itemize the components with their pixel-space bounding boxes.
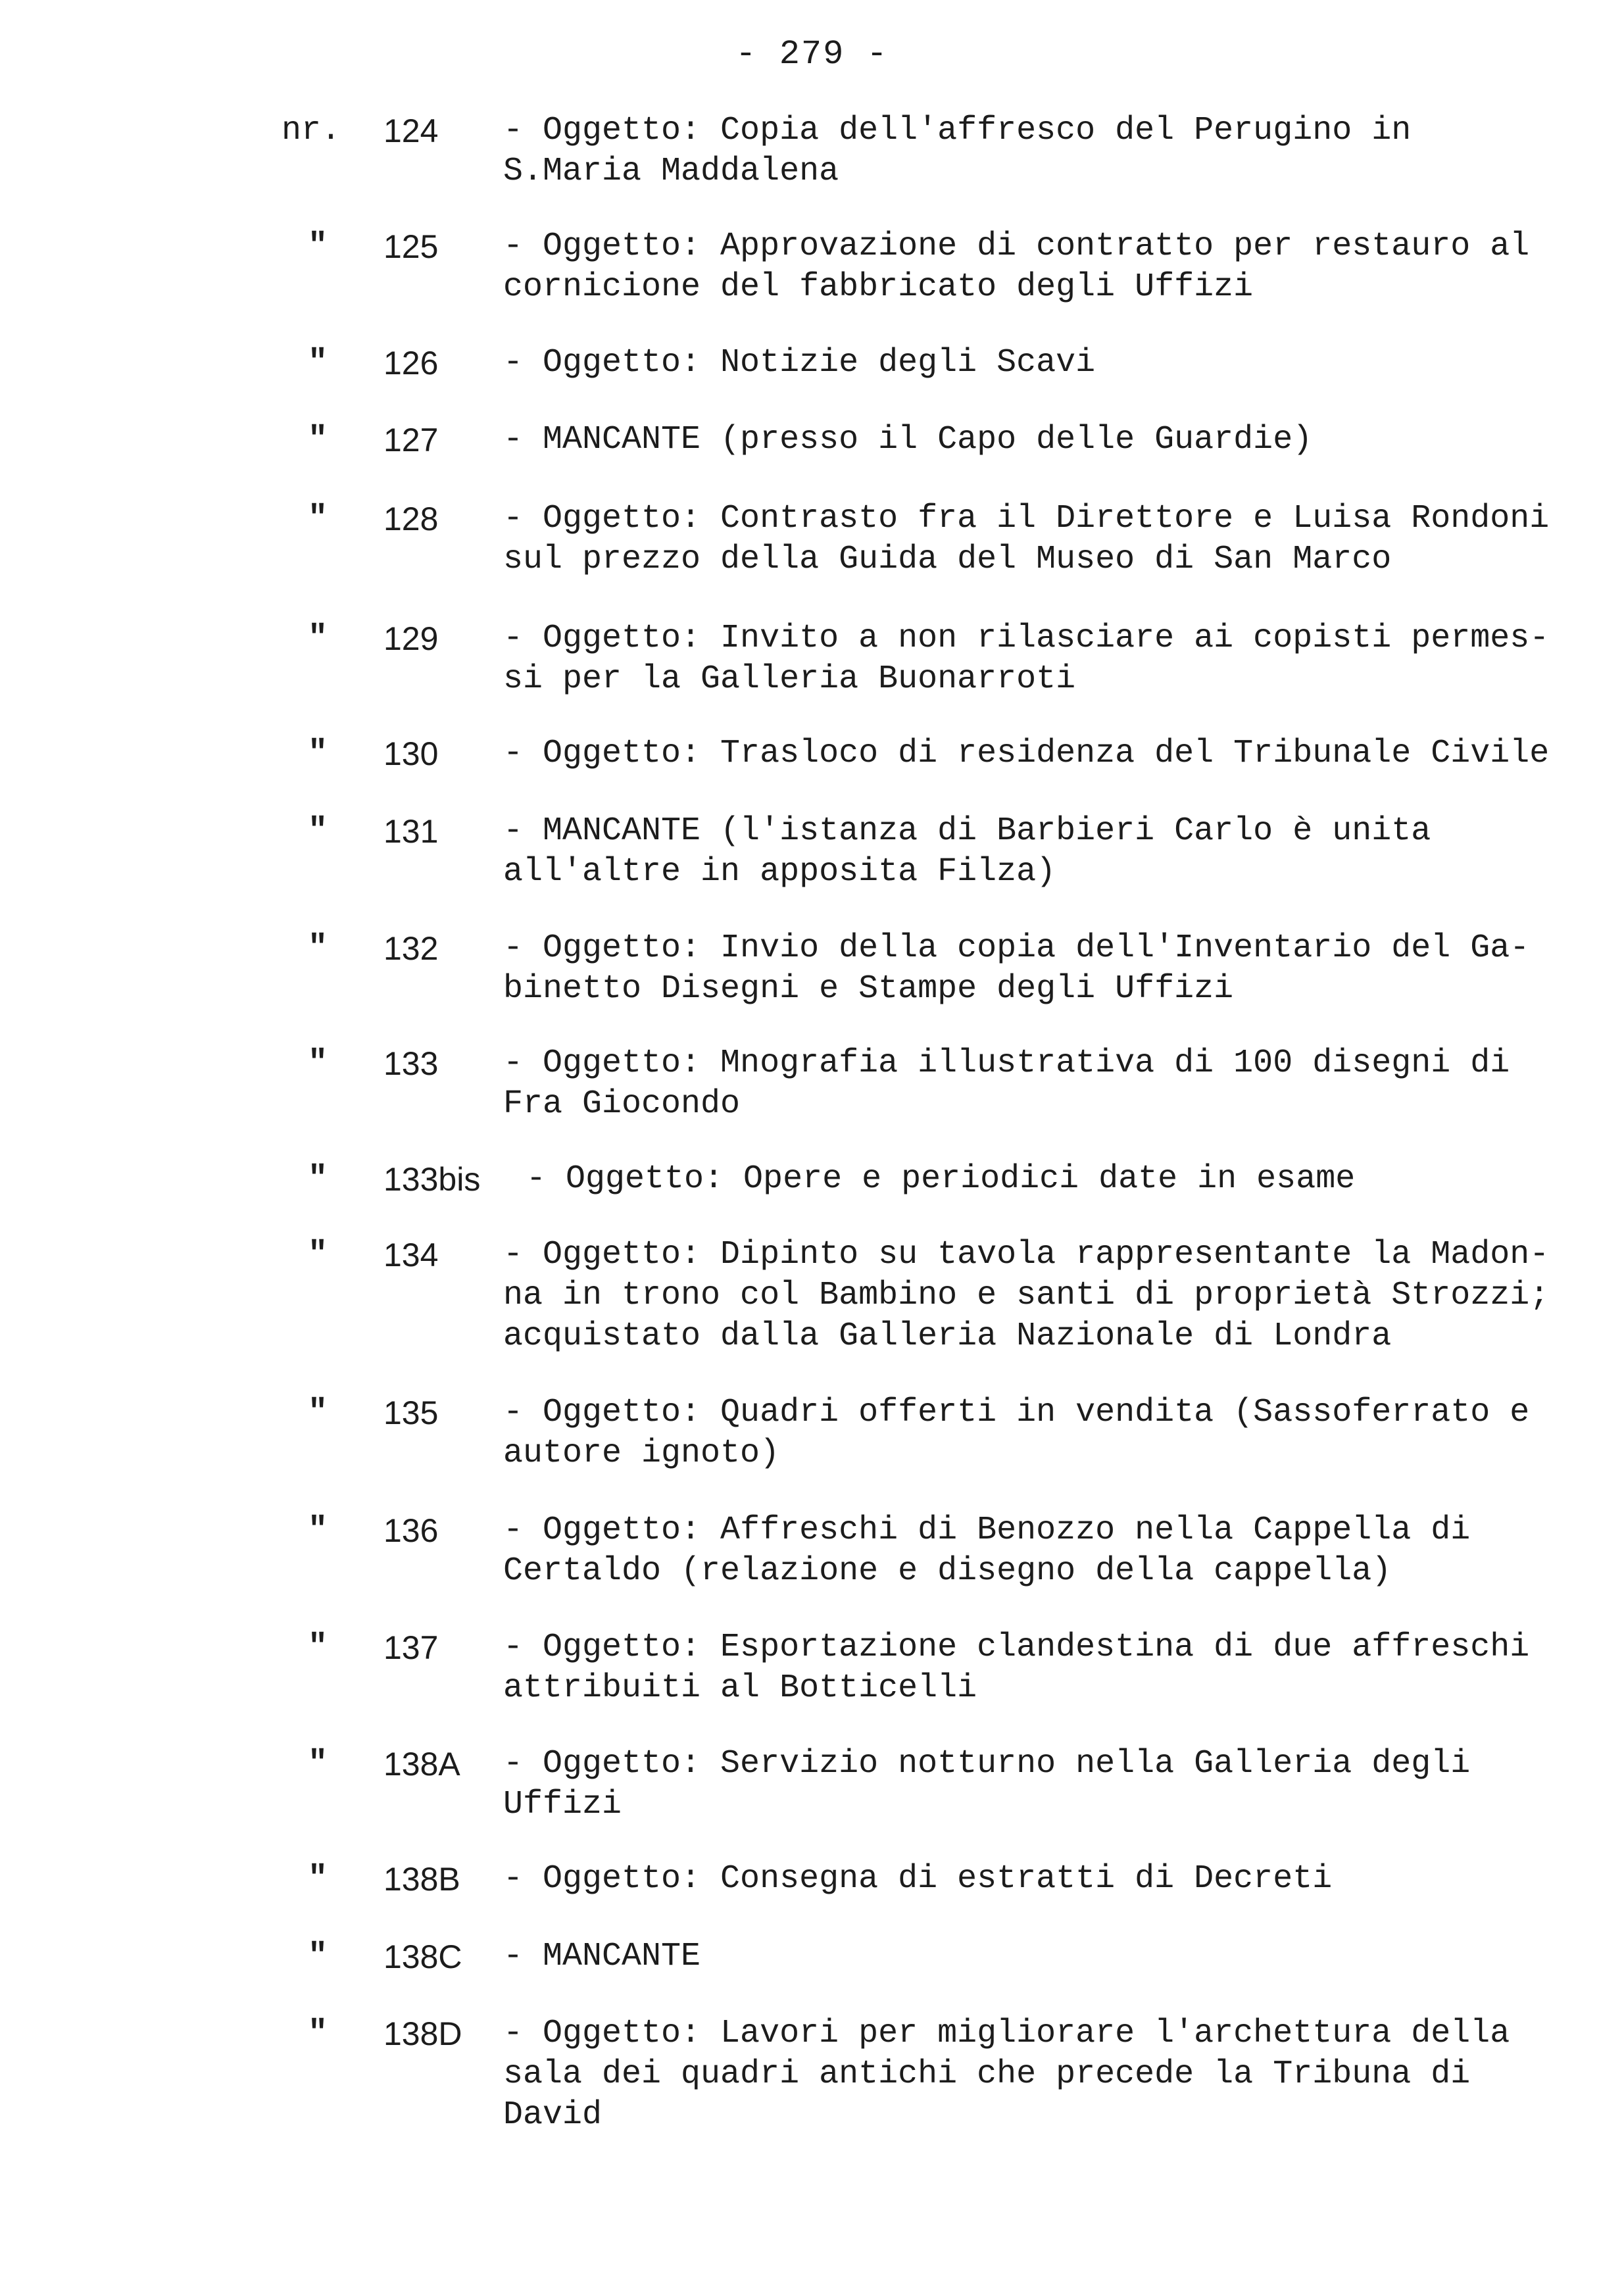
entry-number: 138D (383, 2015, 462, 2052)
ditto-mark: " (308, 1629, 328, 1666)
entry-number: 131 (383, 813, 439, 850)
entry-text: - Oggetto: Invito a non rilasciare ai copisti permes- si per la Galleria Buonarroti (503, 620, 1550, 698)
entry-number: 133 (383, 1045, 439, 1082)
entry-text: - MANCANTE (l'istanza di Barbieri Carlo è unita all'altre in apposita Filza) (503, 812, 1431, 891)
entry-text: - Oggetto: Contrasto fra il Direttore e Luisa Rondoni sul prezzo della Guida del Museo di San Marco (503, 500, 1550, 578)
entry-text: - Oggetto: Dipinto su tavola rappresentante la Madon- na in trono col Bambino e santi di proprietà Strozzi; acquistato dalla Galleria Nazionale di Londra (503, 1236, 1550, 1355)
entry-number: 136 (383, 1512, 439, 1549)
ditto-mark: " (308, 620, 328, 657)
entry-number: 124 (383, 112, 439, 149)
entry-number: 135 (383, 1394, 439, 1431)
entry-number: 133bis (383, 1161, 481, 1198)
entry-text: - MANCANTE (503, 1938, 701, 1975)
ditto-mark: " (308, 500, 328, 537)
ditto-mark: " (308, 1512, 328, 1549)
ditto-mark: " (308, 1236, 328, 1273)
ditto-mark: " (308, 421, 328, 458)
entry-text: - Oggetto: Affreschi di Benozzo nella Cappella di Certaldo (relazione e disegno della cappella) (503, 1512, 1471, 1590)
ditto-mark: " (308, 2015, 328, 2052)
entry-text: - Oggetto: Approvazione di contratto per restauro al cornicione del fabbricato degli Uffizi (503, 228, 1530, 306)
entry-number: 138B (383, 1861, 460, 1898)
entry-text: - Oggetto: Invio della copia dell'Inventario del Ga- binetto Disegni e Stampe degli Uffizi (503, 929, 1530, 1008)
entry-number: 130 (383, 735, 439, 772)
entry-prefix: nr. (282, 112, 341, 149)
entry-text: - Oggetto: Mnografia illustrativa di 100 disegni di Fra Giocondo (503, 1045, 1510, 1123)
entry-number: 129 (383, 620, 439, 657)
entry-text: - Oggetto: Copia dell'affresco del Perugino in S.Maria Maddalena (503, 112, 1412, 190)
entry-text: - Oggetto: Esportazione clandestina di due affreschi attribuiti al Botticelli (503, 1629, 1530, 1707)
entry-number: 128 (383, 501, 439, 537)
entry-text: - MANCANTE (presso il Capo delle Guardie) (503, 421, 1313, 458)
entry-number: 138A (383, 1746, 460, 1783)
entry-number: 137 (383, 1629, 439, 1666)
ditto-mark: " (308, 735, 328, 772)
entry-text: - Oggetto: Opere e periodici date in esame (526, 1160, 1356, 1198)
entry-number: 132 (383, 930, 439, 967)
ditto-mark: " (308, 228, 328, 265)
entry-number: 138C (383, 1938, 462, 1975)
entry-number: 127 (383, 422, 439, 458)
page-number: - 279 - (735, 35, 889, 74)
entry-text: - Oggetto: Trasloco di residenza del Tribunale Civile (503, 735, 1550, 772)
ditto-mark: " (308, 1394, 328, 1431)
ditto-mark: " (308, 929, 328, 967)
ditto-mark: " (308, 1745, 328, 1783)
ditto-mark: " (308, 812, 328, 850)
ditto-mark: " (308, 1160, 328, 1198)
entry-text: - Oggetto: Servizio notturno nella Galleria degli Uffizi (503, 1745, 1471, 1823)
entry-number: 134 (383, 1237, 439, 1273)
ditto-mark: " (308, 1938, 328, 1975)
ditto-mark: " (308, 1045, 328, 1082)
entry-number: 126 (383, 345, 439, 382)
entry-number: 125 (383, 228, 439, 265)
ditto-mark: " (308, 1860, 328, 1898)
ditto-mark: " (308, 344, 328, 382)
entry-text: - Oggetto: Quadri offerti in vendita (Sassoferrato e autore ignoto) (503, 1394, 1530, 1472)
entry-text: - Oggetto: Lavori per migliorare l'archettura della sala dei quadri antichi che precede la Tribuna di David (503, 2015, 1510, 2134)
entry-text: - Oggetto: Notizie degli Scavi (503, 344, 1096, 382)
entry-text: - Oggetto: Consegna di estratti di Decreti (503, 1860, 1333, 1898)
